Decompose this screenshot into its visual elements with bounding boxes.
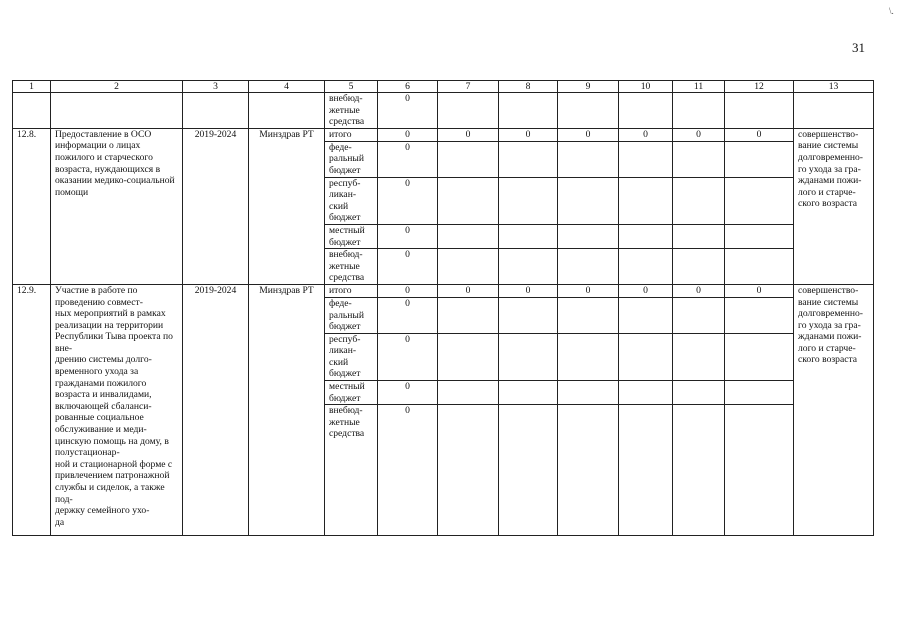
empty-cell [438, 177, 499, 224]
funding-source-label: внебюд- жетные средства [325, 249, 378, 285]
funding-source-label: внебюд- жетные средства [325, 93, 378, 129]
total-value: 0 [725, 284, 794, 297]
total-value: 0 [558, 284, 619, 297]
empty-cell [619, 224, 673, 248]
measure-period: 2019-2024 [183, 128, 249, 284]
empty-cell [438, 224, 499, 248]
column-header: 1 [13, 81, 51, 93]
total-value: 0 [725, 128, 794, 141]
empty-cell [499, 249, 558, 285]
funding-value: 0 [378, 224, 438, 248]
empty-cell [725, 141, 794, 177]
measure-row [13, 284, 874, 297]
header-row [13, 81, 874, 93]
empty-cell [438, 381, 499, 405]
empty-cell [673, 141, 725, 177]
empty-cell [558, 224, 619, 248]
empty-cell [725, 381, 794, 405]
funding-source-label: местный бюджет [325, 224, 378, 248]
column-header: 8 [499, 81, 558, 93]
empty-cell [673, 381, 725, 405]
column-header: 4 [249, 81, 325, 93]
total-value: 0 [673, 128, 725, 141]
measure-executor: Минздрав РТ [249, 284, 325, 535]
funding-source-label: феде- ральный бюджет [325, 141, 378, 177]
funding-value: 0 [378, 333, 438, 380]
empty-cell [558, 297, 619, 333]
column-header: 7 [438, 81, 499, 93]
empty-cell [619, 177, 673, 224]
empty-cell [499, 93, 558, 129]
funding-source-label: итого [325, 284, 378, 297]
empty-cell [619, 381, 673, 405]
empty-cell [558, 177, 619, 224]
empty-cell [619, 93, 673, 129]
empty-cell [725, 405, 794, 536]
measure-result: совершенство- вание системы долговременно- го ухода за гра- жданами пожи- лого и старче- ского возраста [794, 284, 874, 535]
empty-cell [183, 93, 249, 129]
column-header: 12 [725, 81, 794, 93]
empty-cell [13, 93, 51, 129]
total-value: 0 [499, 128, 558, 141]
funding-source-label: местный бюджет [325, 381, 378, 405]
empty-cell [673, 297, 725, 333]
empty-cell [499, 381, 558, 405]
funding-source-label: респуб- ликан- ский бюджет [325, 333, 378, 380]
empty-cell [499, 297, 558, 333]
total-value: 0 [619, 284, 673, 297]
funding-value: 0 [378, 381, 438, 405]
column-header: 2 [51, 81, 183, 93]
empty-cell [499, 405, 558, 536]
empty-cell [558, 333, 619, 380]
empty-cell [725, 333, 794, 380]
total-value: 0 [378, 128, 438, 141]
empty-cell [499, 224, 558, 248]
empty-cell [619, 405, 673, 536]
measure-description: Предоставление в ОСО информации о лицах пожилого и старческого возраста, нуждающихся в оказании медико-социальной помощи [51, 128, 183, 284]
empty-cell [673, 333, 725, 380]
empty-cell [438, 405, 499, 536]
empty-cell [725, 297, 794, 333]
funding-value: 0 [378, 297, 438, 333]
continuation-row [13, 93, 874, 129]
total-value: 0 [438, 128, 499, 141]
empty-cell [499, 333, 558, 380]
measure-description: Участие в работе по проведению совмест- ных мероприятий в рамках реализации на территории Республики Тыва проекта по вне- дрению системы долго- временного ухода за гражданами пожилого возраста и инвалидами, включающей сбаланси- рованные социальное обслуживание и меди- цинскую помощь на дому, в полустационар- ной и стационарной форме с привлечением патронажной службы и сиделок, а также под- держку семейного ухо- да [51, 284, 183, 535]
column-header: 5 [325, 81, 378, 93]
scan-artifact-mark: \. [889, 6, 894, 16]
empty-cell [725, 177, 794, 224]
column-header: 3 [183, 81, 249, 93]
empty-cell [558, 405, 619, 536]
empty-cell [558, 93, 619, 129]
empty-cell [673, 405, 725, 536]
measure-period: 2019-2024 [183, 284, 249, 535]
empty-cell [725, 249, 794, 285]
empty-cell [438, 333, 499, 380]
total-value: 0 [378, 284, 438, 297]
empty-cell [499, 141, 558, 177]
empty-cell [438, 141, 499, 177]
measure-number: 12.8. [13, 128, 51, 284]
empty-cell [619, 333, 673, 380]
column-header: 9 [558, 81, 619, 93]
funding-table [12, 80, 874, 536]
funding-value: 0 [378, 93, 438, 129]
column-header: 6 [378, 81, 438, 93]
empty-cell [438, 93, 499, 129]
funding-value: 0 [378, 141, 438, 177]
empty-cell [725, 224, 794, 248]
column-header: 13 [794, 81, 874, 93]
funding-source-label: феде- ральный бюджет [325, 297, 378, 333]
empty-cell [794, 93, 874, 129]
measure-row [13, 128, 874, 141]
empty-cell [619, 141, 673, 177]
total-value: 0 [499, 284, 558, 297]
total-value: 0 [438, 284, 499, 297]
column-header: 11 [673, 81, 725, 93]
measure-executor: Минздрав РТ [249, 128, 325, 284]
column-header: 10 [619, 81, 673, 93]
empty-cell [51, 93, 183, 129]
empty-cell [438, 249, 499, 285]
empty-cell [619, 297, 673, 333]
empty-cell [673, 93, 725, 129]
funding-source-label: итого [325, 128, 378, 141]
empty-cell [558, 249, 619, 285]
funding-value: 0 [378, 405, 438, 536]
funding-source-label: внебюд- жетные средства [325, 405, 378, 536]
empty-cell [438, 297, 499, 333]
empty-cell [619, 249, 673, 285]
funding-value: 0 [378, 177, 438, 224]
empty-cell [673, 224, 725, 248]
funding-source-label: респуб- ликан- ский бюджет [325, 177, 378, 224]
empty-cell [673, 249, 725, 285]
empty-cell [499, 177, 558, 224]
empty-cell [725, 93, 794, 129]
page-number: 31 [852, 40, 865, 55]
total-value: 0 [673, 284, 725, 297]
funding-value: 0 [378, 249, 438, 285]
measure-number: 12.9. [13, 284, 51, 535]
total-value: 0 [558, 128, 619, 141]
total-value: 0 [619, 128, 673, 141]
empty-cell [558, 381, 619, 405]
empty-cell [558, 141, 619, 177]
empty-cell [673, 177, 725, 224]
empty-cell [249, 93, 325, 129]
measure-result: совершенство- вание системы долговременно- го ухода за гра- жданами пожи- лого и старче- ского возраста [794, 128, 874, 284]
